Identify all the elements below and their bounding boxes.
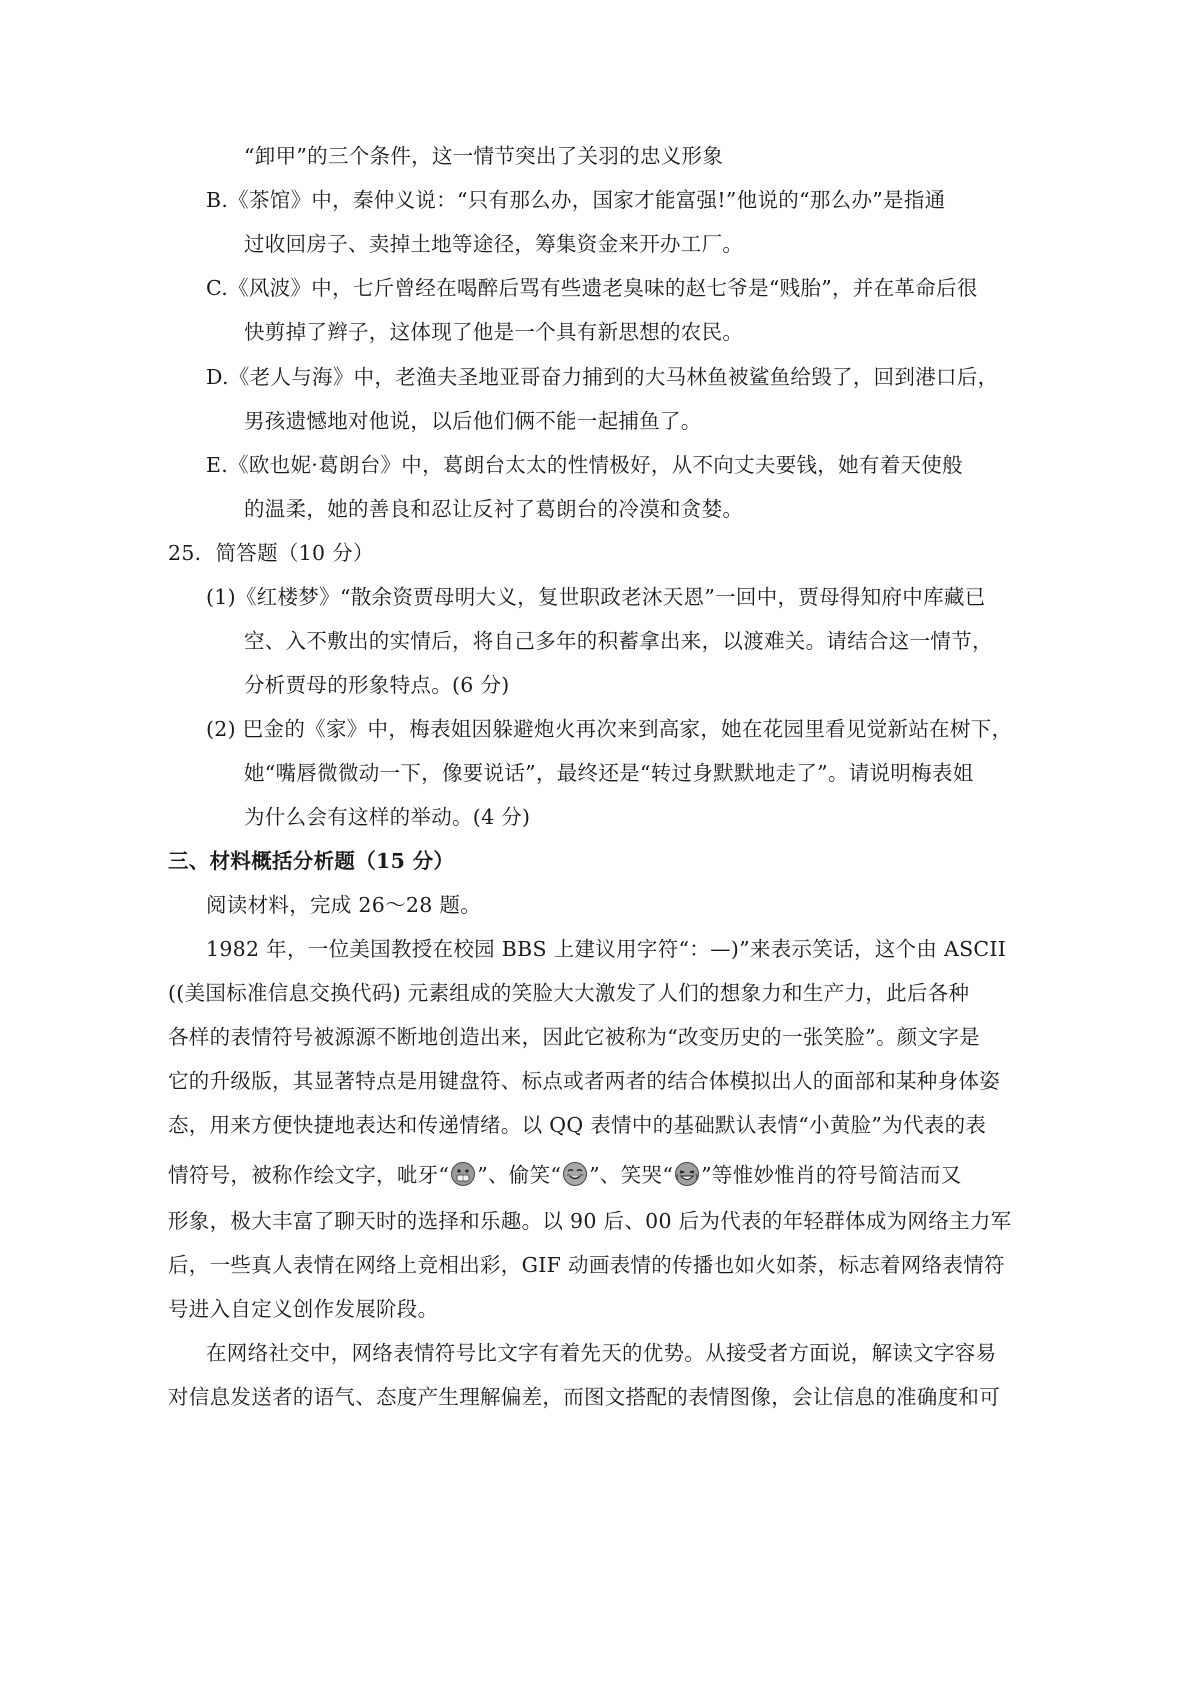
- q25-part2-line3: 为什么会有这样的举动。(4 分): [244, 805, 531, 829]
- snicker-emoji-icon: [562, 1161, 588, 1187]
- option-c-line2: 快剪掉了辫子，这体现了他是一个具有新思想的农民。: [244, 320, 744, 344]
- material-para1-line5: 态，用来方便快捷地表达和传递情绪。以 QQ 表情中的基础默认表情“小黄脸”为代表的表: [168, 1113, 987, 1137]
- q25-part2-line2: 她“嘴唇微微动一下，像要说话”，最终还是“转过身默默地走了”。请说明梅表姐: [244, 761, 974, 785]
- option-d-line1: D.《老人与海》中，老渔夫圣地亚哥奋力捕到的大马林鱼被鲨鱼给毁了，回到港口后，: [206, 365, 999, 389]
- material-para1-line8: 后，一些真人表情在网络上竞相出彩，GIF 动画表情的传播也如火如荼，标志着网络表情符: [168, 1253, 1005, 1277]
- q25-part1-line2: 空、入不敷出的实情后，将自己多年的积蓄拿出来，以渡难关。请结合这一情节，: [244, 629, 993, 653]
- material-para1-line7: 形象，极大丰富了聊天时的选择和乐趣。以 90 后、00 后为代表的年轻群体成为网络主力军: [168, 1209, 1012, 1233]
- material-para2-line2: 对信息发送者的语气、态度产生理解偏差，而图文搭配的表情图像，会让信息的准确度和可: [168, 1385, 1000, 1409]
- option-d-line2: 男孩遗憾地对他说，以后他们俩不能一起捕鱼了。: [244, 409, 702, 433]
- emoji-line-text-pre: 情符号，被称作绘文字，呲牙“: [168, 1163, 450, 1187]
- emoji-line-text-mid1: ”、偷笑“: [477, 1163, 562, 1187]
- material-para1-emoji-line: [168, 1161, 962, 1189]
- option-e-line2: 的温柔，她的善良和忍让反衬了葛朗台的冷漠和贪婪。: [244, 497, 744, 521]
- section-3-intro: 阅读材料，完成 26～28 题。: [206, 893, 482, 917]
- option-b-line1: B.《茶馆》中，秦仲义说：“只有那么办，国家才能富强!”他说的“那么办”是指通: [206, 188, 946, 212]
- option-a-tail: “卸甲”的三个条件，这一情节突出了关羽的忠义形象: [244, 144, 724, 168]
- material-para1-line3: 各样的表情符号被源源不断地创造出来，因此它被称为“改变历史的一张笑脸”。颜文字是: [168, 1025, 980, 1049]
- material-para1-line2: ((美国标准信息交换代码) 元素组成的笑脸大大激发了人们的想象力和生产力，此后各种: [168, 981, 970, 1005]
- material-para1-line9: 号进入自定义创作发展阶段。: [168, 1297, 439, 1321]
- material-para1-line4: 它的升级版，其显著特点是用键盘符、标点或者两者的结合体模拟出人的面部和某种身体姿: [168, 1069, 1000, 1093]
- section-3-heading: 三、材料概括分析题（15 分）: [168, 849, 455, 873]
- option-e-line1: E.《欧也妮·葛朗台》中，葛朗台太太的性情极好，从不向丈夫要钱，她有着天使般: [206, 453, 963, 477]
- material-para2-line1: 在网络社交中，网络表情符号比文字有着先天的优势。从接受者方面说，解读文字容易: [206, 1341, 997, 1365]
- q25-part1-line3: 分析贾母的形象特点。(6 分): [244, 673, 510, 697]
- option-c-line1: C.《风波》中，七斤曾经在喝醉后骂有些遗老臭味的赵七爷是“贱胎”，并在革命后很: [206, 276, 978, 300]
- question-25-title: 25．简答题（10 分）: [168, 541, 374, 565]
- emoji-line-text-post: ”等惟妙惟肖的符号简洁而又: [701, 1163, 962, 1187]
- material-para1-line1: 1982 年，一位美国教授在校园 BBS 上建议用字符“：—)”来表示笑话，这个由 ASCII: [206, 937, 1007, 961]
- emoji-line-text-mid2: ”、笑哭“: [589, 1163, 674, 1187]
- q25-part1-line1: (1)《红楼梦》“散余资贾母明大义，复世职政老沐天恩”一回中，贾母得知府中库藏已: [206, 585, 986, 609]
- laugh-cry-emoji-icon: [674, 1161, 700, 1187]
- grin-emoji-icon: [450, 1161, 476, 1187]
- q25-part2-line1: (2) 巴金的《家》中，梅表姐因躲避炮火再次来到高家，她在花园里看见觉新站在树下，: [206, 717, 1013, 741]
- option-b-line2: 过收回房子、卖掉土地等途径，筹集资金来开办工厂。: [244, 232, 744, 256]
